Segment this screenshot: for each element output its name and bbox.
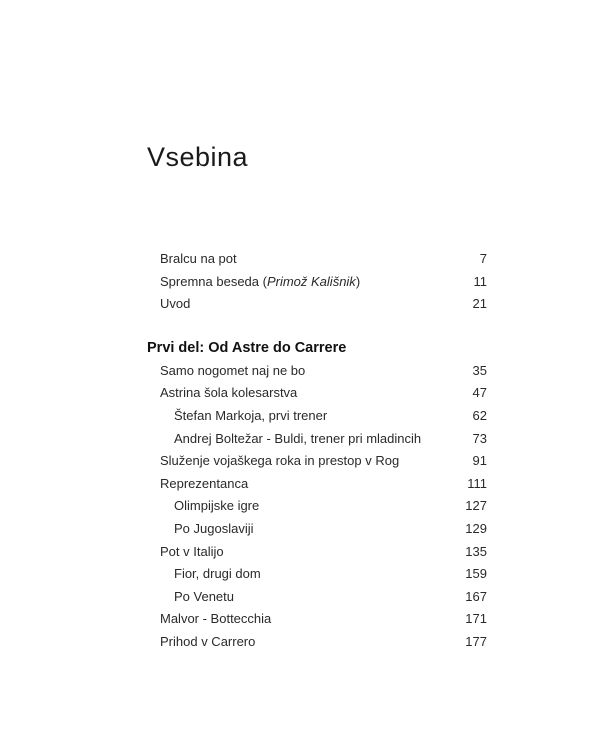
toc-entry[interactable]: [147, 248, 487, 271]
toc-entry[interactable]: [147, 450, 487, 473]
toc-entry-title: Andrej Boltežar - Buldi, trener pri mladincih: [174, 430, 422, 446]
toc-page-number: 73: [472, 430, 487, 446]
toc-page-number: 111: [467, 475, 487, 491]
toc-entry[interactable]: [147, 271, 487, 294]
toc-page-number: 167: [465, 588, 487, 604]
toc-entry[interactable]: [147, 360, 487, 383]
toc-subentry[interactable]: [147, 563, 487, 586]
toc-entry-title: Malvor - Bottecchia: [160, 611, 272, 627]
toc-page-number: 21: [472, 296, 487, 312]
toc-page-number: 127: [465, 498, 487, 514]
toc-entry-title: Po Jugoslaviji: [174, 520, 254, 536]
toc-subentry[interactable]: [147, 495, 487, 518]
toc-entry-title: Olimpijske igre: [174, 498, 260, 514]
toc-entry-title: Po Venetu: [174, 588, 234, 604]
toc-subentry[interactable]: [147, 518, 487, 541]
toc-page-number: 47: [472, 385, 487, 401]
toc-entry[interactable]: [147, 541, 487, 564]
toc-entry-title: Samo nogomet naj ne bo: [160, 362, 306, 378]
toc-page-number: 135: [465, 543, 487, 559]
toc-subentry[interactable]: [147, 586, 487, 609]
page-title: Vsebina: [147, 142, 249, 172]
toc-subentry[interactable]: [147, 428, 487, 451]
toc-entry-title: [160, 271, 360, 294]
toc-page-number: 62: [472, 407, 487, 423]
table-of-contents: [147, 248, 487, 654]
toc-entry-title: Bralcu na pot: [160, 251, 237, 266]
toc-entry[interactable]: [147, 608, 487, 631]
toc-entry[interactable]: [147, 293, 487, 316]
part-heading: Prvi del: Od Astre do Carrere: [147, 339, 347, 356]
toc-entry-title: Uvod: [160, 296, 191, 312]
toc-entry-title-prefix: Spremna beseda (: [160, 273, 267, 289]
toc-entry[interactable]: [147, 631, 487, 654]
toc-entry-title: Prihod v Carrero: [160, 633, 256, 649]
toc-page-number: 7: [479, 251, 487, 266]
toc-page-number: 129: [465, 520, 487, 536]
toc-page-number: 159: [465, 566, 487, 582]
toc-page-number: 11: [473, 273, 487, 289]
toc-entry-title: Štefan Markoja, prvi trener: [174, 407, 328, 423]
toc-entry[interactable]: [147, 382, 487, 405]
toc-page-number: 177: [465, 633, 487, 649]
toc-entry[interactable]: [147, 473, 487, 496]
toc-entry-title-suffix: ): [355, 273, 361, 289]
toc-subentry[interactable]: [147, 405, 487, 428]
toc-entry-author: Primož Kališnik: [266, 273, 356, 289]
toc-page-number: 35: [472, 362, 487, 378]
toc-page-number: 171: [465, 611, 487, 627]
toc-entry-title: Fior, drugi dom: [174, 566, 261, 582]
toc-entry-title: Pot v Italijo: [160, 543, 224, 559]
toc-entry-title: Astrina šola kolesarstva: [160, 385, 298, 401]
toc-entry-title: Reprezentanca: [160, 475, 249, 491]
toc-entry-title: Služenje vojaškega roka in prestop v Rog: [160, 453, 400, 469]
toc-page-number: 91: [472, 453, 487, 469]
